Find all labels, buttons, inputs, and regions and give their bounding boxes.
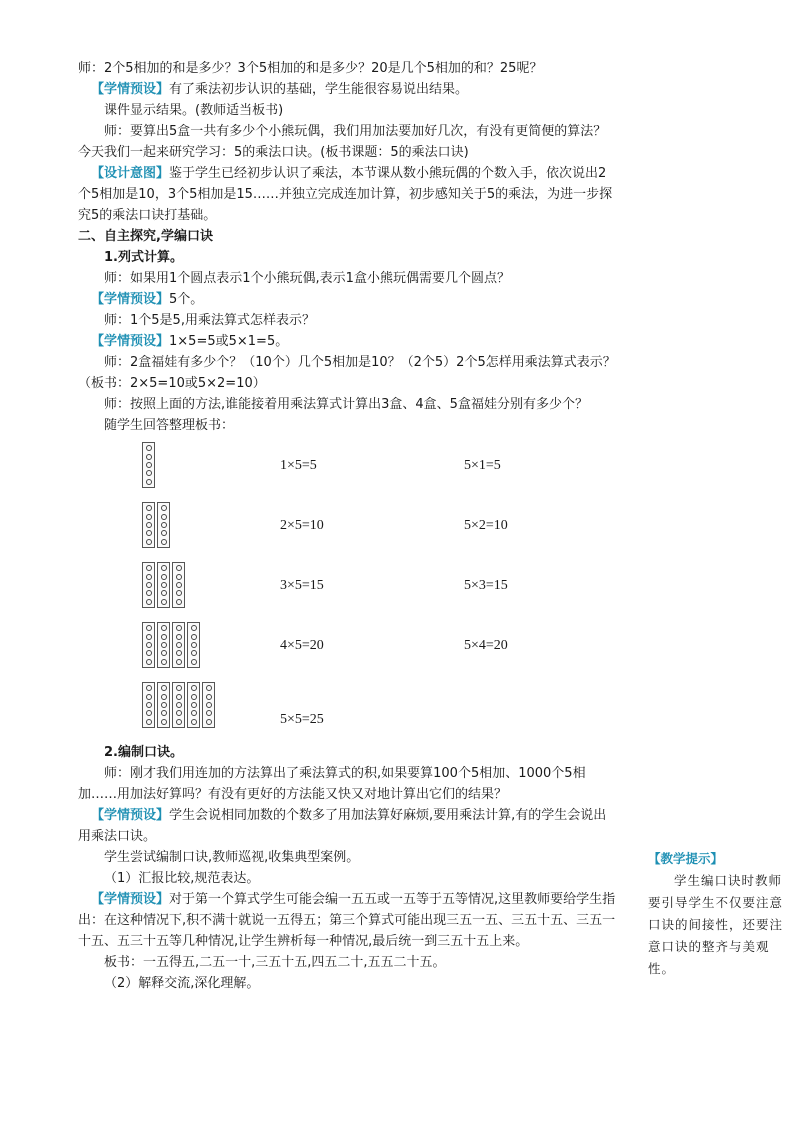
dot-icon	[161, 574, 167, 580]
sidebar-text: 学生编口诀时教师要引导学生不仅要注意口诀的间接性，还要注意口诀的整齐与美观性。	[648, 873, 784, 976]
dot-icon	[161, 719, 167, 725]
dot-icon	[146, 599, 152, 605]
tag-label: 【学情预设】	[91, 82, 170, 97]
paragraph: 师：如果用1个圆点表示1个小熊玩偶,表示1盒小熊玩偶需要几个圆点？	[104, 271, 510, 286]
dot-icon	[191, 642, 197, 648]
dot-icon	[176, 599, 182, 605]
equation-right: 5×3=15	[464, 578, 508, 593]
paragraph: 学生尝试编制口诀,教师巡视,收集典型案例。	[104, 850, 360, 865]
dot-icon	[146, 694, 152, 700]
dot-column	[187, 622, 200, 668]
dot-icon	[161, 625, 167, 631]
equation-left: 5×5=25	[280, 712, 324, 727]
dot-icon	[206, 685, 212, 691]
board-row	[78, 502, 618, 552]
board-figure	[78, 442, 618, 742]
dot-column	[172, 682, 185, 728]
dot-columns-figure	[142, 622, 200, 668]
paragraph: （1）汇报比较,规范表达。	[104, 871, 260, 886]
dot-column	[202, 682, 215, 728]
dot-column	[157, 562, 170, 608]
dot-column	[172, 562, 185, 608]
dot-icon	[161, 702, 167, 708]
dot-icon	[146, 479, 152, 485]
dot-icon	[206, 719, 212, 725]
dot-icon	[176, 685, 182, 691]
paragraph-text: 对于第一个算式学生可能会编一五五或一五等于五等情况,这里教师要给学生指出：在这种情况下,积不满十就说一五得五；第三个算式可能出现三五一五、三五十五、三五一十五、五三十五等几种情况,让学生辨析每一种情况,最后统一到三五十五上来。	[78, 892, 616, 949]
board-row	[78, 682, 618, 732]
dot-icon	[176, 625, 182, 631]
dot-icon	[146, 454, 152, 460]
paragraph: 师：按照上面的方法,谁能接着用乘法算式计算出3盒、4盒、5盒福娃分别有多少个？	[104, 397, 588, 412]
dot-icon	[206, 710, 212, 716]
paragraph	[78, 79, 618, 100]
subsection-heading: 2.编制口诀。	[104, 745, 183, 760]
dot-icon	[146, 445, 152, 451]
dot-icon	[146, 522, 152, 528]
dot-icon	[161, 522, 167, 528]
dot-icon	[161, 685, 167, 691]
section-heading: 二、自主探究,学编口诀	[78, 229, 213, 244]
dot-icon	[176, 565, 182, 571]
dot-icon	[191, 634, 197, 640]
dot-column	[142, 442, 155, 488]
dot-icon	[161, 505, 167, 511]
paragraph-text: 1×5=5或5×1=5。	[169, 334, 289, 349]
paragraph	[78, 331, 618, 352]
dot-icon	[191, 650, 197, 656]
dot-column	[157, 622, 170, 668]
dot-icon	[206, 694, 212, 700]
dot-icon	[206, 702, 212, 708]
dot-icon	[146, 565, 152, 571]
dot-icon	[146, 462, 152, 468]
dot-icon	[146, 642, 152, 648]
dot-icon	[176, 659, 182, 665]
dot-icon	[146, 574, 152, 580]
dot-icon	[146, 659, 152, 665]
sidebar-tag: 【教学提示】	[648, 851, 724, 866]
dot-icon	[161, 694, 167, 700]
dot-icon	[191, 710, 197, 716]
dot-icon	[146, 625, 152, 631]
dot-column	[187, 682, 200, 728]
dot-icon	[161, 659, 167, 665]
tag-label: 【学情预设】	[91, 292, 170, 307]
paragraph: 师：要算出5盒一共有多少个小熊玩偶，我们用加法要加好几次，有没有更简便的算法？今天我们一起来研究学习：5的乘法口诀。(板书课题：5的乘法口诀)	[78, 124, 607, 160]
paragraph: 师：2盒福娃有多少个？（10个）几个5相加是10？（2个5）2个5怎样用乘法算式表示？（板书：2×5=10或5×2=10）	[78, 355, 616, 391]
dot-icon	[161, 565, 167, 571]
paragraph-text: 有了乘法初步认识的基础，学生能很容易说出结果。	[169, 82, 469, 97]
tag-label: 【学情预设】	[91, 334, 170, 349]
paragraph: 板书：一五得五,二五一十,三五十五,四五二十,五五二十五。	[104, 955, 446, 970]
dot-icon	[191, 694, 197, 700]
dot-icon	[146, 514, 152, 520]
dot-column	[172, 622, 185, 668]
tag-label: 【学情预设】	[91, 892, 170, 907]
paragraph	[78, 805, 618, 847]
board-row	[78, 622, 618, 672]
dot-icon	[176, 590, 182, 596]
dot-icon	[146, 530, 152, 536]
dot-icon	[146, 470, 152, 476]
dot-icon	[146, 685, 152, 691]
dot-icon	[146, 710, 152, 716]
equation-right: 5×4=20	[464, 638, 508, 653]
equation-left: 3×5=15	[280, 578, 324, 593]
dot-columns-figure	[142, 682, 215, 728]
dot-icon	[176, 574, 182, 580]
dot-columns-figure	[142, 442, 155, 488]
subsection-heading: 1.列式计算。	[104, 250, 183, 265]
dot-icon	[161, 650, 167, 656]
board-row	[78, 442, 618, 492]
dot-icon	[161, 642, 167, 648]
dot-icon	[191, 659, 197, 665]
paragraph-text: 学生会说相同加数的个数多了用加法算好麻烦,要用乘法计算,有的学生会说出用乘法口诀。	[78, 808, 607, 844]
dot-column	[142, 502, 155, 548]
dot-icon	[191, 625, 197, 631]
dot-column	[157, 682, 170, 728]
paragraph: 随学生回答整理板书：	[104, 418, 235, 433]
dot-icon	[161, 590, 167, 596]
paragraph: 师：2个5相加的和是多少？3个5相加的和是多少？20是几个5相加的和？25呢？	[78, 61, 543, 76]
paragraph-text: 鉴于学生已经初步认识了乘法，本节课从数小熊玩偶的个数入手，依次说出2个5相加是10，3个5相加是15……并独立完成连加计算，初步感知关于5的乘法，为进一步探究5的乘法口诀打基础。	[78, 166, 613, 223]
dot-columns-figure	[142, 562, 185, 608]
paragraph: 师：刚才我们用连加的方法算出了乘法算式的积,如果要算100个5相加、1000个5相加……用加法好算吗？有没有更好的方法能又快又对地计算出它们的结果？	[78, 766, 586, 802]
equation-right: 5×2=10	[464, 518, 508, 533]
dot-icon	[176, 642, 182, 648]
dot-icon	[161, 514, 167, 520]
dot-icon	[146, 505, 152, 511]
dot-icon	[146, 634, 152, 640]
dot-icon	[161, 710, 167, 716]
dot-icon	[161, 530, 167, 536]
paragraph: 师：1个5是5,用乘法算式怎样表示？	[104, 313, 315, 328]
tag-label: 【学情预设】	[91, 808, 170, 823]
dot-icon	[176, 650, 182, 656]
tag-label: 【设计意图】	[91, 166, 170, 181]
dot-icon	[146, 582, 152, 588]
paragraph: （2）解释交流,深化理解。	[104, 976, 260, 991]
dot-icon	[176, 719, 182, 725]
dot-column	[142, 682, 155, 728]
dot-column	[142, 622, 155, 668]
dot-column	[157, 502, 170, 548]
paragraph	[78, 889, 618, 952]
equation-left: 1×5=5	[280, 458, 317, 473]
paragraph: 课件显示结果。(教师适当板书)	[104, 103, 284, 118]
main-content	[78, 58, 618, 994]
paragraph	[78, 163, 618, 226]
dot-icon	[176, 634, 182, 640]
paragraph-text: 5个。	[169, 292, 204, 307]
dot-icon	[176, 710, 182, 716]
dot-icon	[146, 539, 152, 545]
dot-icon	[161, 634, 167, 640]
dot-column	[142, 562, 155, 608]
paragraph	[78, 289, 618, 310]
dot-icon	[176, 694, 182, 700]
equation-left: 2×5=10	[280, 518, 324, 533]
equation-right: 5×1=5	[464, 458, 501, 473]
dot-icon	[176, 702, 182, 708]
dot-icon	[146, 719, 152, 725]
dot-icon	[146, 702, 152, 708]
dot-icon	[146, 590, 152, 596]
dot-columns-figure	[142, 502, 170, 548]
board-row	[78, 562, 618, 612]
dot-icon	[191, 719, 197, 725]
dot-icon	[191, 702, 197, 708]
teaching-tip-sidebar	[648, 848, 788, 980]
dot-icon	[161, 539, 167, 545]
dot-icon	[161, 582, 167, 588]
dot-icon	[191, 685, 197, 691]
dot-icon	[176, 582, 182, 588]
equation-left: 4×5=20	[280, 638, 324, 653]
dot-icon	[146, 650, 152, 656]
dot-icon	[161, 599, 167, 605]
